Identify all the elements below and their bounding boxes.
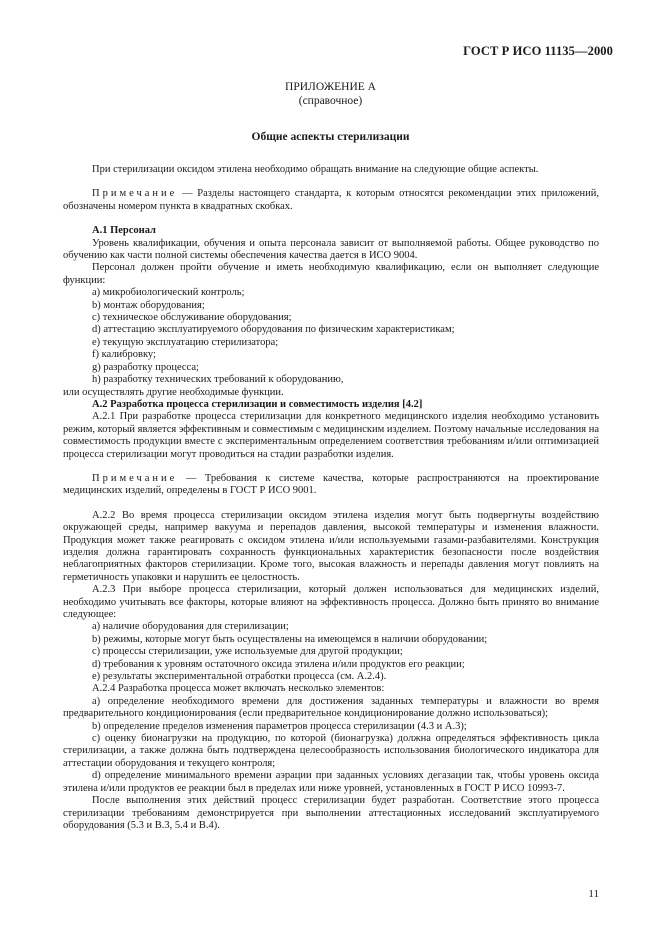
- note-word: Примечание: [92, 472, 178, 484]
- list-item: d) определение минимального времени аэрации при заданных условиях дегазации так, чтобы уровень оксида этилена и/или продуктов ее реакции был в пределах или ниже уровней, установленных в ГОСТ Р ИСО 10993-7.: [63, 770, 599, 794]
- note-text: — Требования к системе качества, которые распространяются на проектирование медицинских изделий, определены в ГОСТ Р ИСО 9001.: [63, 472, 599, 497]
- paragraph: Персонал должен пройти обучение и иметь необходимую квалификацию, если он выполняет следующие функции:: [63, 262, 599, 286]
- list-item: b) режимы, которые могут быть осуществлены на имеющемся в наличии оборудовании;: [92, 633, 488, 645]
- list-a23: [63, 621, 599, 683]
- appendix-title: Общие аспекты стерилизации: [251, 131, 410, 143]
- paragraph: или осуществлять другие необходимые функции.: [63, 386, 284, 398]
- list-item: a) определение необходимого времени для достижения заданных температуры и влажности во время предварительного кондиционирования (если предварительное кондиционирование должно использоваться);: [63, 695, 599, 720]
- list-item: d) требования к уровням остаточного оксида этилена и/или продуктов его реакции;: [92, 658, 465, 670]
- list-item: c) оценку бионагрузки на продукцию, по которой (бионагрузка) должна определяться эффективность цикла стерилизации, а также должна быть подтверждена целесообразность использования биологического индикатора для аттестации оборудования и текущего контроля;: [63, 733, 599, 769]
- section-a2-heading: А.2 Разработка процесса стерилизации и совместимость изделия [4.2]: [92, 398, 423, 410]
- document-body: [63, 164, 599, 832]
- page-number: 11: [588, 888, 599, 900]
- list-item: g) разработку процесса;: [92, 361, 199, 373]
- note-text: — Разделы настоящего стандарта, к которым относятся рекомендации этих приложений, обозначены номером пункта в квадратных скобках.: [63, 188, 599, 212]
- note-paragraph: [63, 473, 599, 498]
- paragraph: После выполнения этих действий процесс стерилизации будет разработан. Соответствие этого процесса стерилизации требованиям демонстрируется при выполнении аттестационных исследований эксплуатируемого оборудования (5.3 и В.3, 5.4 и В.4).: [63, 795, 599, 831]
- list-item: h) разработку технических требований к оборудованию,: [92, 374, 344, 386]
- list-item: a) наличие оборудования для стерилизации;: [92, 621, 289, 633]
- list-item: f) калибровку;: [92, 349, 156, 361]
- list-item: a) микробиологический контроль;: [92, 287, 245, 299]
- paragraph: А.2.4 Разработка процесса может включать несколько элементов:: [92, 683, 385, 695]
- note-word: Примечание: [92, 188, 178, 200]
- list-item: c) процессы стерилизации, уже используемые для другой продукции;: [92, 646, 403, 658]
- list-item: b) определение пределов изменения параметров процесса стерилизации (4.3 и А.3);: [92, 720, 467, 732]
- list-item: e) результаты экспериментальной отработки процесса (см. А.2.4).: [92, 671, 387, 683]
- list-a24: [63, 696, 599, 795]
- appendix-label: ПРИЛОЖЕНИЕ А: [285, 81, 376, 93]
- paragraph: А.2.2 Во время процесса стерилизации оксидом этилена изделия могут быть подвергнуты воздействию окружающей среды, например вакуума и перепадов давления, высокой температуры и изменения влажности. Продукция может также реагировать с оксидом этилена и/или используемыми газами-разбавителями. Конструкция изделия должна гарантировать сохранность функциональных характеристик безопасности после воздействия неблагоприятных факторов стерилизации. Кроме того, высокая влажность и перепады давления могут повлиять на герметичность упаковки и нарушить ее целостность.: [63, 509, 599, 583]
- list-item: d) аттестацию эксплуатируемого оборудования по физическим характеристикам;: [92, 324, 455, 336]
- section-a1-heading: А.1 Персонал: [92, 225, 156, 237]
- note-paragraph: [63, 188, 599, 213]
- list-item: e) текущую эксплуатацию стерилизатора;: [92, 336, 279, 348]
- paragraph: А.2.3 При выборе процесса стерилизации, который должен использоваться для медицинских изделий, необходимо учитывать все факторы, которые влияют на эффективность процесса. Должно быть принято во внимание следующее:: [63, 584, 599, 620]
- standard-header: ГОСТ Р ИСО 11135—2000: [463, 44, 613, 58]
- paragraph: Уровень квалификации, обучения и опыта персонала зависит от выполняемой работы. Общее руководство по обучению как части полной системы обеспечения качества дается в ИСО 9004.: [63, 237, 599, 262]
- list-item: b) монтаж оборудования;: [92, 299, 205, 311]
- list-item: c) техническое обслуживание оборудования;: [92, 312, 292, 324]
- intro-paragraph: При стерилизации оксидом этилена необходимо обращать внимание на следующие общие аспекты.: [92, 164, 539, 175]
- appendix-note: (справочное): [298, 95, 363, 107]
- appendix-heading: [0, 80, 661, 108]
- paragraph: А.2.1 При разработке процесса стерилизации для конкретного медицинского изделия необходимо установить режим, который является эффективным и совместимым с медицинским изделием. Поэтому начальные исследования на совместимость продукции вместе с экспериментальным определением соответствия требованиям и/или оптимизацией процесса стерилизации могут проводиться на стадии разработки изделия.: [63, 411, 599, 460]
- list-a1: [63, 287, 599, 386]
